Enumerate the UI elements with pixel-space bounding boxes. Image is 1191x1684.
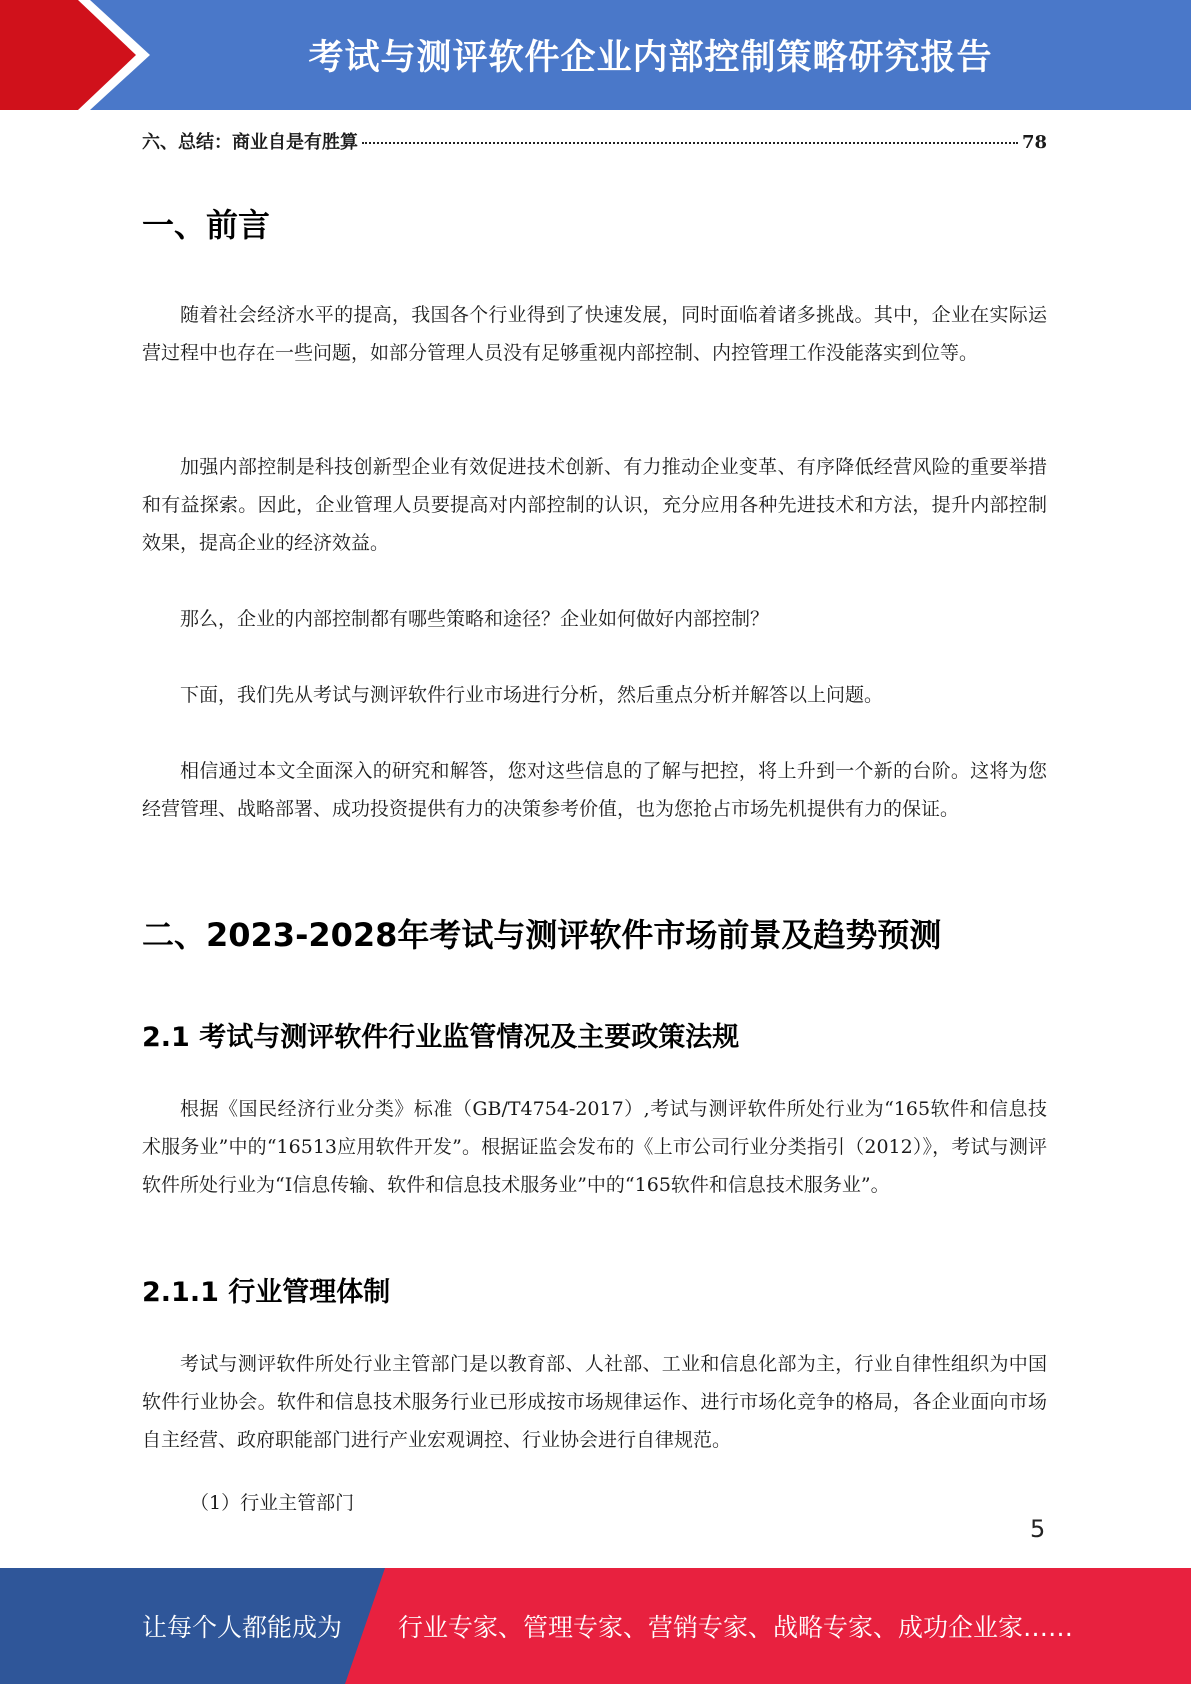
subsection-heading-management-system: 2.1.1 行业管理体制 [142,1277,391,1308]
paragraph: 随着社会经济水平的提高，我国各个行业得到了快速发展，同时面临着诸多挑战。其中，企业在实际运营过程中也存在一些问题，如部分管理人员没有足够重视内部控制、内控管理工作没能落实到位等。 [142,304,1047,364]
paragraph: 那么，企业的内部控制都有哪些策略和途径？企业如何做好内部控制？ [180,608,770,630]
toc-entry-page: 78 [1021,132,1047,153]
paragraph: 加强内部控制是科技创新型企业有效促进技术创新、有力推动企业变革、有序降低经营风险的重要举措和有益探索。因此，企业管理人员要提高对内部控制的认识，充分应用各种先进技术和方法，提升内部控制效果，提高企业的经济效益。 [142,456,1047,554]
footer-banner [0,1568,1191,1684]
paragraph: 相信通过本文全面深入的研究和解答，您对这些信息的了解与把控，将上升到一个新的台阶。这将为您经营管理、战略部署、成功投资提供有力的决策参考价值，也为您抢占市场先机提供有力的保证。 [142,760,1047,820]
footer-slogan-right: 行业专家、管理专家、营销专家、战略专家、成功企业家…… [398,1613,1074,1642]
toc-entry-label: 六、总结：商业自是有胜算 [142,132,358,153]
toc-leader-dots [362,142,1018,144]
section-heading-preface: 一、前言 [142,206,271,244]
toc-entry[interactable] [142,128,1047,160]
paragraph: 根据《国民经济行业分类》标准（GB/T4754-2017）,考试与测评软件所处行业为“165软件和信息技术服务业”中的“16513应用软件开发”。根据证监会发布的《上市公司行业分类指引（2012）》，考试与测评软件所处行业为“I信息传输、软件和信息技术服务业”中的“165软件和信息技术服务业”。 [142,1098,1047,1196]
list-item: （1）行业主管部门 [190,1492,355,1514]
red-chevron-graphic [0,0,150,110]
subsection-heading-regulation: 2.1 考试与测评软件行业监管情况及主要政策法规 [142,1022,740,1053]
report-title: 考试与测评软件企业内部控制策略研究报告 [308,38,993,78]
page-number: 5 [1030,1515,1046,1543]
header-banner [0,0,1191,110]
paragraph: 考试与测评软件所处行业主管部门是以教育部、人社部、工业和信息化部为主，行业自律性组织为中国软件行业协会。软件和信息技术服务行业已形成按市场规律运作、进行市场化竞争的格局，各企业面向市场自主经营、政府职能部门进行产业宏观调控、行业协会进行自律规范。 [142,1353,1047,1451]
footer-slogan-left: 让每个人都能成为 [142,1613,343,1642]
section-heading-market-outlook: 二、2023-2028年考试与测评软件市场前景及趋势预测 [142,916,942,954]
paragraph: 下面，我们先从考试与测评软件行业市场进行分析，然后重点分析并解答以上问题。 [180,684,884,706]
